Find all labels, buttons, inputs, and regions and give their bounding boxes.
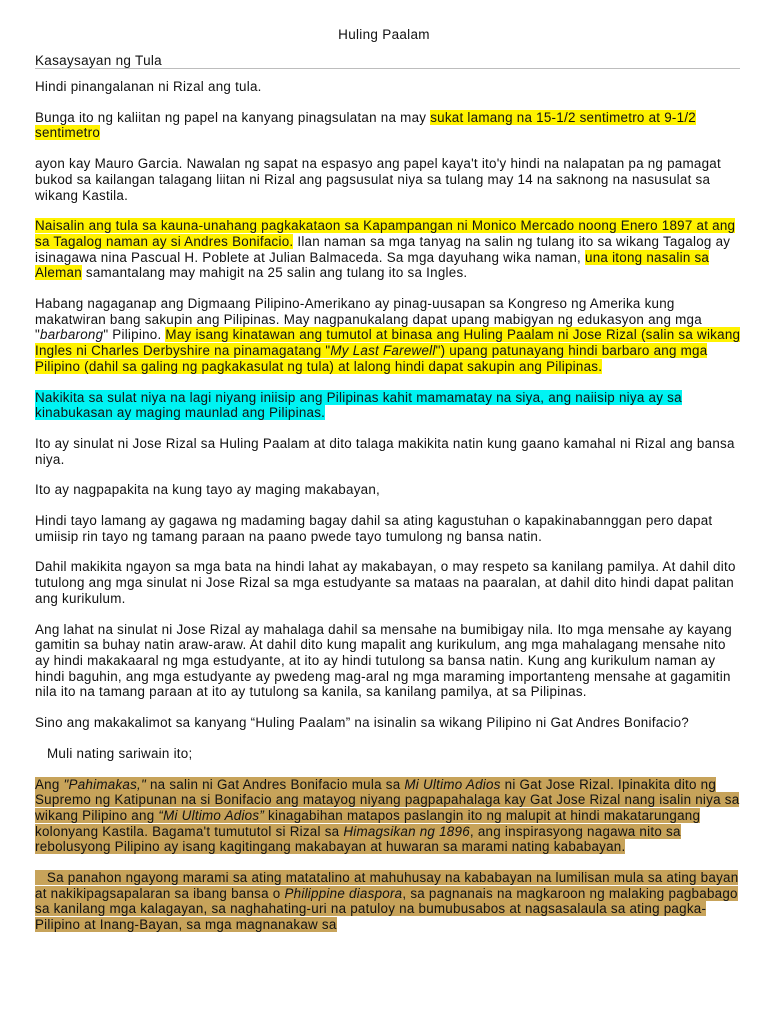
paragraph-1: Hindi pinangalanan ni Rizal ang tula. xyxy=(35,79,262,94)
paragraph-7: Ito ay sinulat ni Jose Rizal sa Huling Paalam at dito talaga makikita natin kung gaano kamahal ni Rizal ang bansa niya. xyxy=(35,435,735,467)
section-heading: Kasaysayan ng Tula xyxy=(35,53,162,68)
highlight-german-translation: una itong nasalin sa Aleman xyxy=(35,249,710,281)
paragraph-4: Naisalin ang tula sa kauna-unahang pagkakataon sa Kapampangan ni Monico Mercado noong Enero 1897 at ang sa Tagalog naman ay si Andres Bonifacio. Ilan naman sa mga tanyag na salin ng tulang ito sa wikang Tagalog ay isinagawa nina Pascual H. Poblete at Julian Balmaceda. Sa mga dayuhang wika naman, una itong nasalin sa Aleman samantalang may mahigit na 25 salin ang tulang ito sa Ingles. xyxy=(35,218,736,281)
paragraph-14 xyxy=(35,777,741,856)
paragraph-5: Habang nagaganap ang Digmaang Pilipino-Amerikano ay pinag-uusapan sa Kongreso ng Amerika kung makatwiran bang sakupin ang Pilipinas. May nagpanukalang dapat upang mabigyan ng edukasyon ang mga "barbarong" Pilipino. May isang kinatawan ang tumutol at binasa ang Huling Paalam ni Jose Rizal (salin sa wikang Ingles ni Charles Derbyshire na pinamagatang "My Last Farewell") upang patunayang hindi barbaro ang mga Pilipino (dahil sa galing ng pagkakasulat ng tula) at lalong hindi dapat sakupin ang Pilipinas. xyxy=(35,296,741,374)
paragraph-12: Sino ang makakalimot sa kanyang “Huling Paalam” na isinalin sa wikang Pilipino ni Gat Andres Bonifacio? xyxy=(35,715,689,731)
document-body xyxy=(35,79,741,948)
highlight-cyan: Nakikita sa sulat niya na lagi niyang iniisip ang Pilipinas kahit mamamatay na siya, ang naiisip niya ay sa kinabukasan ay maging maunlad ang Pilipinas. xyxy=(35,389,682,421)
paragraph-10: Dahil makikita ngayon sa mga bata na hindi lahat ay makabayan, o may respeto sa kanilang pamilya. At dahil dito tutulong ang mga sinulat ni Jose Rizal sa mga estudyante sa mataas na paaralan, at dahil dito hindi dapat palitan ang kurikulum. xyxy=(35,559,736,606)
highlight-paper-size: sukat lamang na 15-1/2 sentimetro at 9-1/2 sentimetro xyxy=(35,109,696,141)
highlight-congress: May isang kinatawan ang tumutol at binasa ang Huling Paalam ni Jose Rizal (salin sa wikang Ingles ni Charles Derbyshire na pinamagatang "My Last Farewell") upang patunayang hindi barbaro ang mga Pilipino (dahil sa galing ng pagkakasulat ng tula) at lalong hindi dapat sakupin ang Pilipinas. xyxy=(35,327,741,374)
paragraph-8: Ito ay nagpapakita na kung tayo ay maging makabayan, xyxy=(35,482,381,498)
document-title: Huling Paalam xyxy=(338,27,430,42)
paragraph-15 xyxy=(35,870,741,933)
paragraph-6 xyxy=(35,390,741,421)
paragraph-3: ayon kay Mauro Garcia. Nawalan ng sapat na espasyo ang papel kaya't ito'y hindi na nalapatan pa ng pamagat bukod sa kailangan talagang liitan ni Rizal ang pagsusulat niya sa tulang may 14 na saknong na nasusulat sa wikang Kastila. xyxy=(35,156,721,203)
paragraph-2: Bunga ito ng kaliitan ng papel na kanyang pinagsulatan na may sukat lamang na 15-1/2 sentimetro at 9-1/2 sentimetro xyxy=(35,109,696,141)
paragraph-11: Ang lahat na sinulat ni Jose Rizal ay mahalaga dahil sa mensahe na bumibigay nila. Ito mga mensahe ay kayang gamitin sa buhay natin araw-araw. At dahil dito kung mapalit ang kurikulum, ang mga mahalagang mensahe nito ay hindi makakaaral ng mga estudyante, at ito ay hindi tutulong sa bansa natin. Kung ang kurikulum naman ay hindi baguhin, ang mga estudyante ay pwedeng mag-aral ng mga maraming importanteng mensahe at gagamitin nila ito na tamang paraan at ito ay tutulong sa kanila, sa kanilang pamilya, at sa Pilipinas. xyxy=(35,621,732,700)
highlight-gold-pahimakas: Ang "Pahimakas," na salin ni Gat Andres Bonifacio mula sa Mi Ultimo Adios ni Gat Jose Rizal. Ipinakita dito ng Supremo ng Katipunan na si Bonifacio ang matayog niyang pagpapahalaga kay Gat Jose Rizal nang isalin niya sa wikang Pilipino ang “Mi Ultimo Adios” kinagabihan matapos paslangin ito ng malupit at hindi makatarungang kolonyang Kastila. Bagama't tumututol si Rizal sa Himagsikan ng 1896, ang inspirasyong nagawa nito sa rebolusyong Pilipino ay isang kagitingang makabayan at huwaran sa marami nating kababayan. xyxy=(35,776,740,855)
highlight-first-translation: Naisalin ang tula sa kauna-unahang pagkakataon sa Kapampangan ni Monico Mercado noong Enero 1897 at ang sa Tagalog naman ay si Andres Bonifacio. xyxy=(35,218,736,249)
paragraph-13: Muli nating sariwain ito; xyxy=(47,745,193,761)
heading-divider xyxy=(35,68,740,69)
highlight-gold-diaspora: Sa panahon ngayong marami sa ating matatalino at mahuhusay na kababayan na lumilisan mula sa ating bayan at nakikipagsapalaran sa ibang bansa o Philippine diaspora, sa pagnanais na magkaroon ng malaking pagbabago sa kanilang mga kalagayan, sa naghahating-uri na patuloy na bumubusabos at nagsasalaula sa ating pagka-Pilipino at Inang-Bayan, sa mga magnanakaw sa xyxy=(35,870,739,933)
paragraph-9: Hindi tayo lamang ay gagawa ng madaming bagay dahil sa ating kagustuhan o kapakinabannggan pero dapat umiisip rin tayo ng tamang paraan na paano pwede tayo tumulong ng bansa natin. xyxy=(35,513,713,544)
